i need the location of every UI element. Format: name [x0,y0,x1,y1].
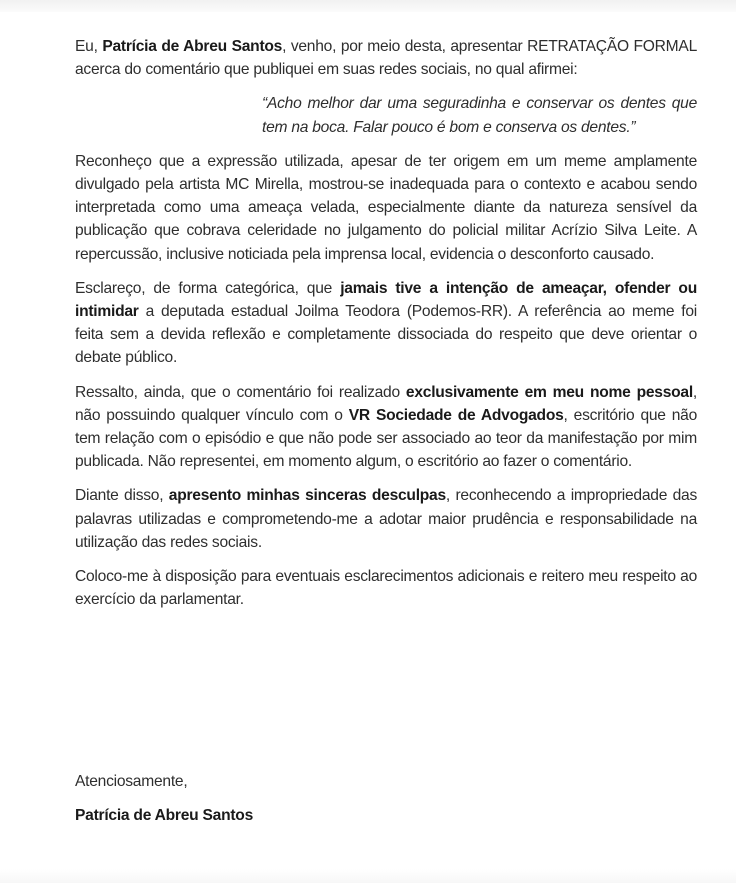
clarification-text-2: a deputada estadual Joilma Teodora (Podemos-RR). A referência ao meme foi feita sem a devida reflexão e completamente dissociada do respeito que deve orientar o debate público. [75,303,697,367]
closing-salutation: Atenciosamente, [75,773,188,790]
top-edge-shade [0,0,736,12]
availability-paragraph: Coloco-me à disposição para eventuais esclarecimentos adicionais e reitero meu respeito ao exercício da parlamentar. [75,568,697,609]
clarification-text-1: Esclareço, de forma categórica, que [75,279,341,297]
intro-text-2: , venho, por meio desta, apresentar RETRATAÇÃO FORMAL acerca do comentário que publiquei em suas redes sociais, no qual afirmei: [75,38,697,79]
apology-paragraph [75,484,697,554]
clarification-paragraph [75,277,697,370]
personal-text-1: Ressalto, ainda, que o comentário foi realizado [75,383,406,401]
author-name-bold: Patrícia de Abreu Santos [102,38,283,55]
no-intent-bold: jamais tive a intenção de ameaçar, ofender ou intimidar [75,279,697,321]
acknowledgement-paragraph: Reconheço que a expressão utilizada, apesar de ter origem em um meme amplamente divulgado pela artista MC Mirella, mostrou-se inadequada para o contexto e acabou sendo interpretada como uma ameaça velada, especialmente diante da natureza sensível da publicação que cobrava celeridade no julgamento do policial militar Acrízio Silva Leite. A repercussão, inclusive noticiada pela imprensa local, evidencia o desconforto causado. [75,152,697,263]
personal-text-2: , não possuindo qualquer vínculo com o [75,383,697,424]
retraction-letter [75,35,698,824]
personal-name-bold: exclusivamente em meu nome pessoal [405,383,693,401]
bottom-edge-shade [0,869,736,883]
intro-text-1: Eu, [75,38,103,55]
apology-bold: apresento minhas sinceras desculpas [168,487,446,505]
apology-text-1: Diante disso, [75,487,169,505]
personal-text-3: , escritório que não tem relação com o episódio e que não pode ser associado ao teor da manifestação por mim publicada. Não representei, em momento algum, o escritório ao fazer o comentário. [75,406,698,471]
intro-paragraph [75,35,697,81]
quoted-comment: “Acho melhor dar uma seguradinha e conservar os dentes que tem na boca. Falar pouco é bom e conserva os dentes.” [262,95,697,136]
personal-capacity-paragraph [75,381,697,474]
law-firm-bold: VR Sociedade de Advogados [348,406,564,424]
apology-text-2: , reconhecendo a impropriedade das palavras utilizadas e comprometendo-me a adotar maior prudência e responsabilidade na utilização das redes sociais. [75,487,697,551]
signature-name: Patrícia de Abreu Santos [75,807,254,824]
